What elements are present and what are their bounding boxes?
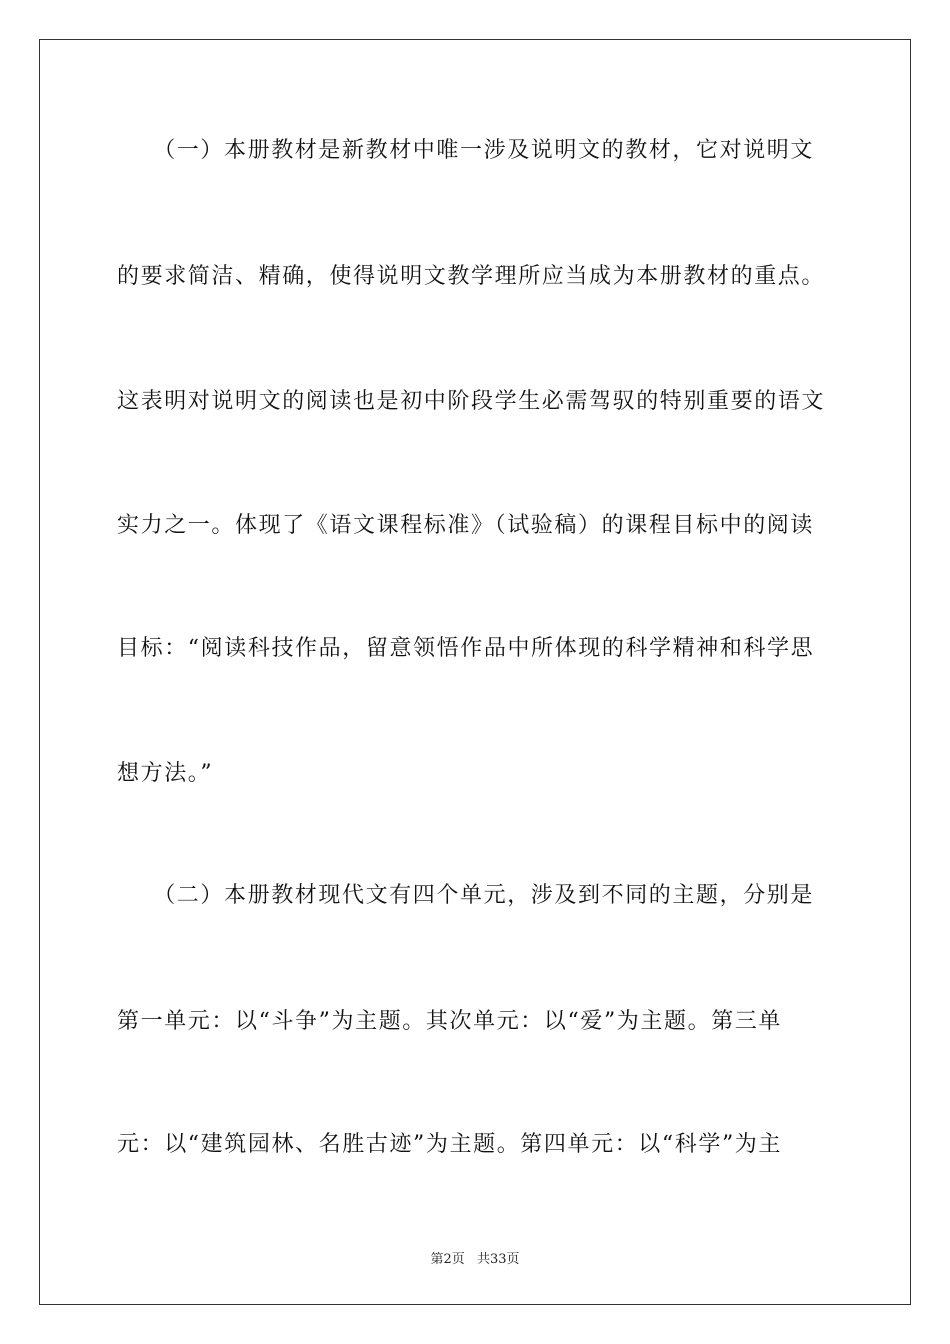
page-number: 第2页 — [430, 1252, 465, 1267]
text-line: 这表明对说明文的阅读也是初中阶段学生必需驾驭的特别重要的语文 — [117, 389, 826, 414]
text-line: 的要求简洁、精确，使得说明文教学理所应当成为本册教材的重点。 — [117, 264, 826, 289]
text-line: （二）本册教材现代文有四个单元，涉及到不同的主题，分别是 — [117, 883, 815, 908]
text-line: （一）本册教材是新教材中唯一涉及说明文的教材，它对说明文 — [117, 138, 815, 163]
text-line: 元：以“建筑园林、名胜古迹”为主题。第四单元：以“科学”为主 — [117, 1132, 782, 1157]
text-line: 第一单元：以“斗争”为主题。其次单元：以“爱”为主题。第三单 — [117, 1009, 782, 1034]
text-line: 目标：“阅读科技作品，留意领悟作品中所体现的科学精神和科学思 — [117, 636, 815, 661]
page-border — [39, 39, 911, 1305]
page-footer — [0, 1248, 950, 1267]
text-line: 想方法。” — [117, 761, 214, 786]
text-line: 实力之一。体现了《语文课程标准》（试验稿）的课程目标中的阅读 — [117, 513, 815, 538]
page-total: 共33页 — [476, 1252, 520, 1267]
